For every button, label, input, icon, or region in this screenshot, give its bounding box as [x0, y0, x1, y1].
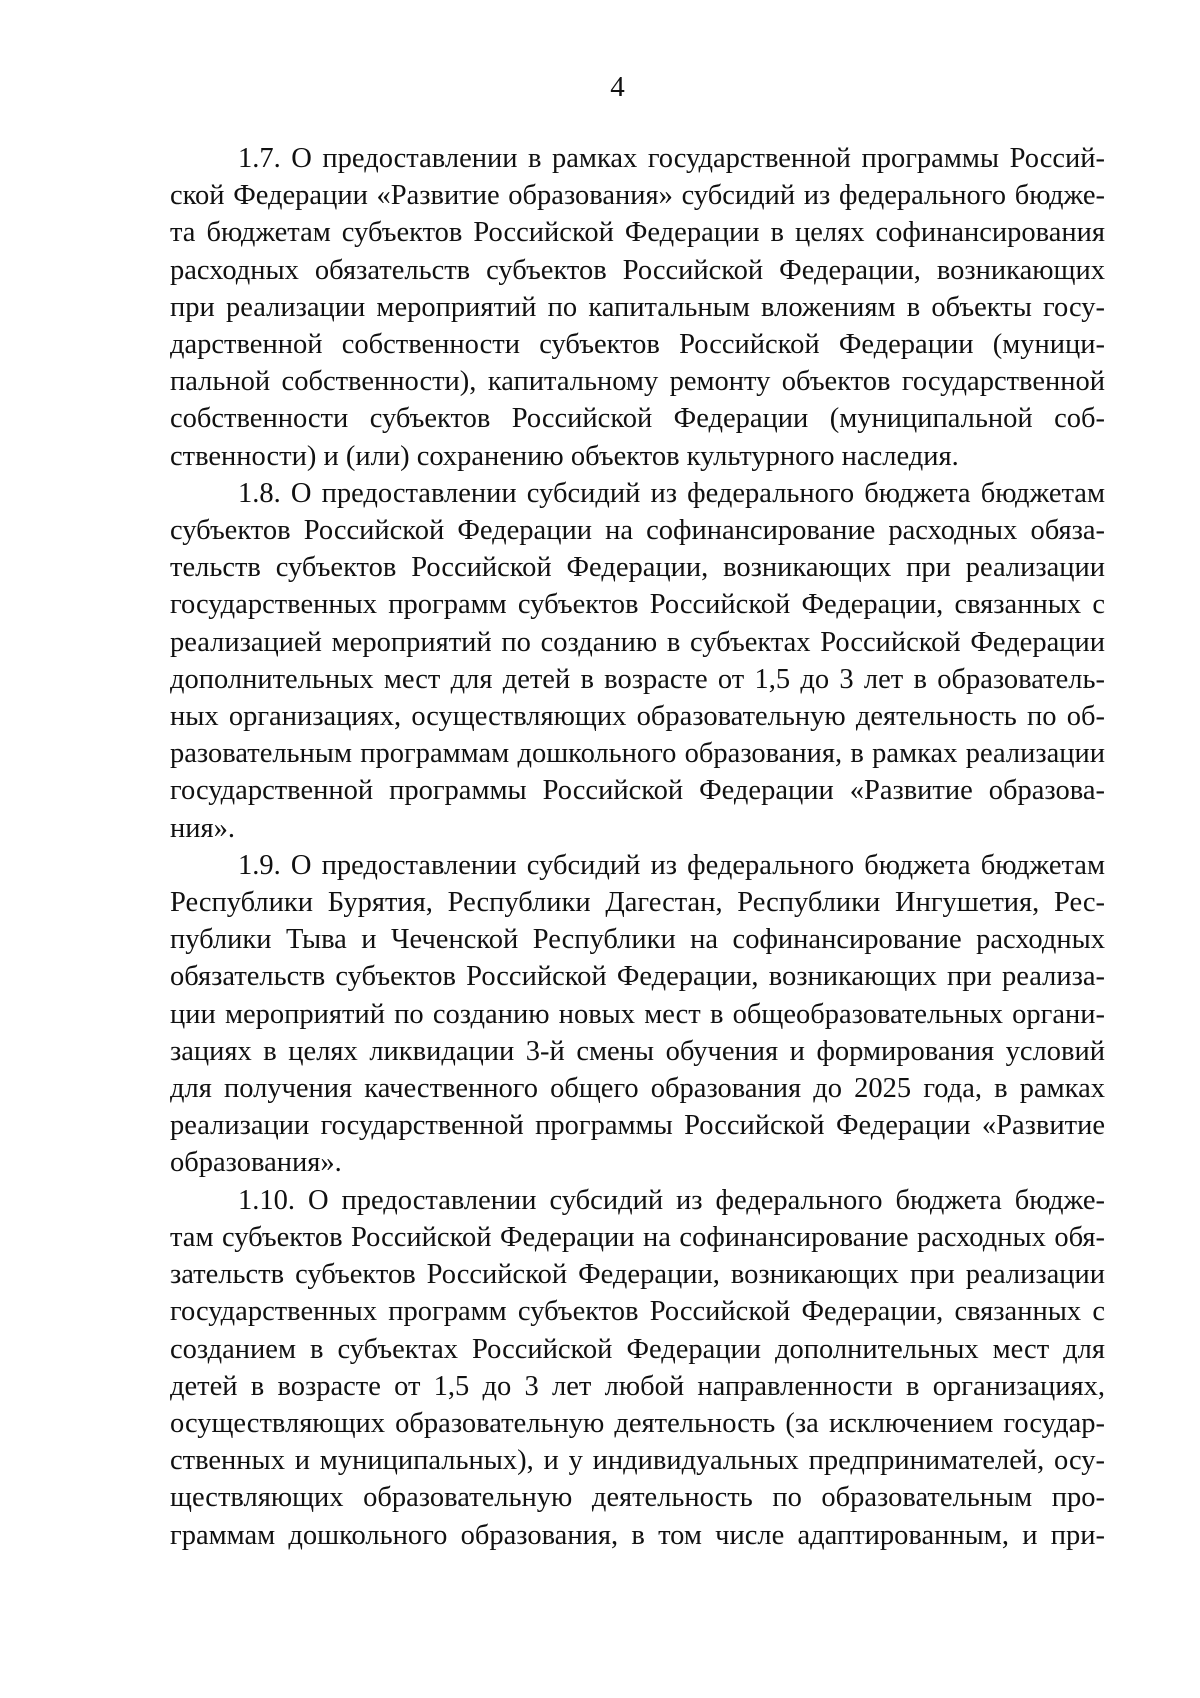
text-line: собственности субъектов Российской Федерации (муниципальной соб- — [170, 403, 1105, 435]
text-line: ния». — [170, 812, 235, 844]
text-line: расходных обязательств субъектов Российской Федерации, возникающих — [170, 254, 1105, 286]
text-line: детей в возрасте от 1,5 до 3 лет любой направленности в организациях, — [170, 1370, 1105, 1402]
paragraph-1-7 — [170, 140, 1105, 475]
text-line: пальной собственности), капитальному ремонту объектов государственной — [170, 366, 1105, 398]
text-line: созданием в субъектах Российской Федерации дополнительных мест для — [170, 1333, 1105, 1365]
text-line: зательств субъектов Российской Федерации, возникающих при реализации — [170, 1259, 1105, 1291]
text-line: для получения качественного общего образования до 2025 года, в рамках — [170, 1073, 1105, 1105]
text-line: государственных программ субъектов Российской Федерации, связанных с — [170, 589, 1105, 621]
text-line: Республики Бурятия, Республики Дагестан, Республики Ингушетия, Рес- — [170, 887, 1105, 919]
text-line: дополнительных мест для детей в возрасте от 1,5 до 3 лет в образователь- — [170, 663, 1105, 695]
text-line: зациях в целях ликвидации 3-й смены обучения и формирования условий — [170, 1035, 1105, 1067]
text-line: публики Тыва и Чеченской Республики на софинансирование расходных — [170, 924, 1105, 956]
text-line: дарственной собственности субъектов Российской Федерации (муници- — [170, 329, 1105, 361]
paragraph-1-8 — [170, 475, 1105, 847]
text-line: разовательным программам дошкольного образования, в рамках реализации — [170, 738, 1105, 770]
document-body — [170, 140, 1105, 1554]
text-line: государственной программы Российской Федерации «Развитие образова- — [170, 775, 1105, 807]
paragraph-1-10 — [170, 1182, 1105, 1554]
text-line: государственных программ субъектов Российской Федерации, связанных с — [170, 1296, 1105, 1328]
text-line: ции мероприятий по созданию новых мест в общеобразовательных органи- — [170, 998, 1105, 1030]
text-line: реализации государственной программы Российской Федерации «Развитие — [170, 1110, 1105, 1142]
text-line: субъектов Российской Федерации на софинансирование расходных обяза- — [170, 515, 1105, 547]
text-line: 1.9. О предоставлении субсидий из федерального бюджета бюджетам — [238, 849, 1105, 881]
text-line: 1.8. О предоставлении субсидий из федерального бюджета бюджетам — [238, 477, 1105, 509]
text-line: там субъектов Российской Федерации на софинансирование расходных обя- — [170, 1221, 1105, 1253]
text-line: ственных и муниципальных), и у индивидуальных предпринимателей, осу- — [170, 1445, 1105, 1477]
text-line: ных организациях, осуществляющих образовательную деятельность по об- — [170, 701, 1105, 733]
text-line: та бюджетам субъектов Российской Федерации в целях софинансирования — [170, 217, 1105, 249]
text-line: осуществляющих образовательную деятельность (за исключением государ- — [170, 1407, 1105, 1439]
text-line: обязательств субъектов Российской Федерации, возникающих при реализа- — [170, 961, 1105, 993]
text-line: 1.7. О предоставлении в рамках государственной программы Россий- — [238, 143, 1105, 174]
text-line: образования». — [170, 1147, 342, 1179]
text-line: ственности) и (или) сохранению объектов культурного наследия. — [170, 440, 959, 472]
text-line: граммам дошкольного образования, в том числе адаптированным, и при- — [170, 1519, 1105, 1551]
page-number: 4 — [610, 71, 625, 103]
text-line: ской Федерации «Развитие образования» субсидий из федерального бюдже- — [170, 180, 1105, 212]
text-line: 1.10. О предоставлении субсидий из федерального бюджета бюдже- — [238, 1184, 1105, 1216]
text-line: тельств субъектов Российской Федерации, возникающих при реализации — [170, 552, 1105, 584]
paragraph-1-9 — [170, 847, 1105, 1182]
text-line: ществляющих образовательную деятельность по образовательным про- — [170, 1482, 1105, 1514]
text-line: реализацией мероприятий по созданию в субъектах Российской Федерации — [170, 626, 1105, 658]
text-line: при реализации мероприятий по капитальным вложениям в объекты госу- — [170, 291, 1105, 323]
